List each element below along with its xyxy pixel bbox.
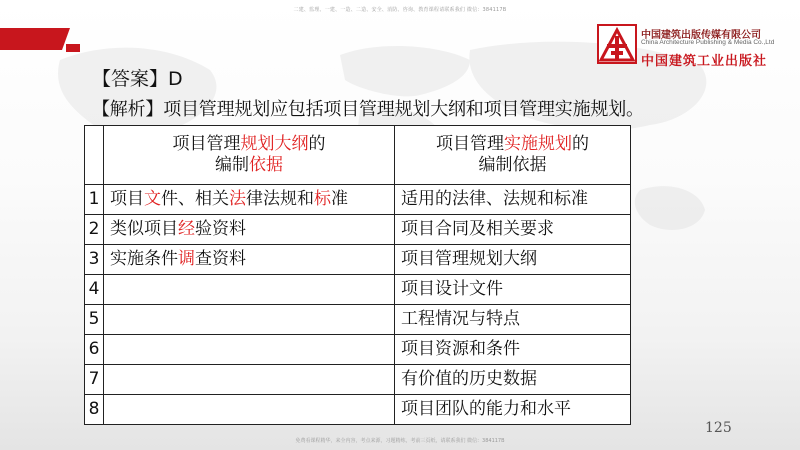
row-number: 7 xyxy=(85,365,104,395)
highlighted-text: 经 xyxy=(178,219,195,239)
implementation-basis-cell: 项目资源和条件 xyxy=(395,335,631,365)
analysis-label: 【解析】 xyxy=(92,99,164,120)
header-num-cell xyxy=(85,126,104,185)
text-segment: 类似项目 xyxy=(110,219,178,239)
text-segment: 的 xyxy=(572,134,589,154)
text-segment: 项目管理 xyxy=(172,134,241,154)
red-accent-bar xyxy=(0,28,62,50)
text-segment: 准 xyxy=(331,189,348,209)
analysis-text: 项目管理规划应包括项目管理规划大纲和项目管理实施规划。 xyxy=(163,99,644,120)
header-outline-basis xyxy=(104,126,395,185)
analysis-line xyxy=(92,95,644,121)
text-segment: 编制 xyxy=(215,155,249,175)
answer-label: 【答案】 xyxy=(92,68,169,90)
row-number: 6 xyxy=(85,335,104,365)
answer-value: D xyxy=(168,68,183,90)
highlighted-text: 调 xyxy=(178,249,195,269)
row-number: 2 xyxy=(85,215,104,245)
outline-basis-cell xyxy=(104,305,395,335)
publisher-name-cn: 中国建筑出版传媒有限公司 xyxy=(641,30,761,41)
table-header-row xyxy=(85,126,631,185)
text-segment: 实施条件 xyxy=(110,249,178,269)
text-segment: 查资料 xyxy=(195,249,246,269)
red-accent-block xyxy=(66,44,80,52)
highlighted-text: 标 xyxy=(314,189,331,209)
header-implementation-basis xyxy=(395,126,631,185)
implementation-basis-cell: 项目合同及相关要求 xyxy=(395,215,631,245)
row-number: 1 xyxy=(85,185,104,215)
row-number: 4 xyxy=(85,275,104,305)
table-row xyxy=(85,305,631,335)
bottom-watermark-note: 免费看课程精华，来全内容，考点来源，习题精练，考前三页纸，请联系我们 微信：384117B xyxy=(295,438,505,444)
outline-basis-cell xyxy=(104,215,395,245)
text-segment: 件、相关 xyxy=(161,189,229,209)
answer-line xyxy=(92,64,183,91)
text-segment: 项目管理 xyxy=(436,134,504,154)
highlighted-text: 规划大纲 xyxy=(240,134,309,154)
row-number: 5 xyxy=(85,305,104,335)
text-segment: 律法规和 xyxy=(246,189,314,209)
highlighted-text: 文 xyxy=(144,189,161,209)
top-watermark-note: 二建、监理、一建、一造、二造、安全、消防、咨询、教育课程请联系我们 微信：384117B xyxy=(293,7,507,13)
table-row xyxy=(85,275,631,305)
table-row xyxy=(85,245,631,275)
highlighted-text: 实施规划 xyxy=(504,134,572,154)
implementation-basis-cell: 项目管理规划大纲 xyxy=(395,245,631,275)
table-row xyxy=(85,365,631,395)
outline-basis-cell xyxy=(104,395,395,425)
table-row xyxy=(85,185,631,215)
table-row xyxy=(85,395,631,425)
highlighted-text: 法 xyxy=(229,189,246,209)
table-row xyxy=(85,335,631,365)
highlighted-text: 依据 xyxy=(249,155,283,175)
text-segment: 的 xyxy=(308,134,326,154)
basis-comparison-table xyxy=(84,125,631,425)
publisher-logo-icon xyxy=(597,24,637,64)
outline-basis-cell xyxy=(104,275,395,305)
outline-basis-cell xyxy=(104,335,395,365)
outline-basis-cell xyxy=(104,365,395,395)
row-number: 3 xyxy=(85,245,104,275)
implementation-basis-cell: 工程情况与特点 xyxy=(395,305,631,335)
implementation-basis-cell: 项目设计文件 xyxy=(395,275,631,305)
publisher-logo xyxy=(597,24,797,68)
table-row xyxy=(85,215,631,245)
outline-basis-cell xyxy=(104,185,395,215)
row-number: 8 xyxy=(85,395,104,425)
implementation-basis-cell: 适用的法律、法规和标准 xyxy=(395,185,631,215)
publisher-name-en: China Architecture Publishing & Media Co.,Ltd xyxy=(641,39,775,46)
text-segment: 验资料 xyxy=(195,219,246,239)
page-number: 125 xyxy=(705,420,732,436)
text-segment: 编制依据 xyxy=(478,155,547,175)
text-segment: 项目 xyxy=(110,189,144,209)
publisher-subname-cn: 中国建筑工业出版社 xyxy=(641,54,768,69)
implementation-basis-cell: 有价值的历史数据 xyxy=(395,365,631,395)
outline-basis-cell xyxy=(104,245,395,275)
implementation-basis-cell: 项目团队的能力和水平 xyxy=(395,395,631,425)
